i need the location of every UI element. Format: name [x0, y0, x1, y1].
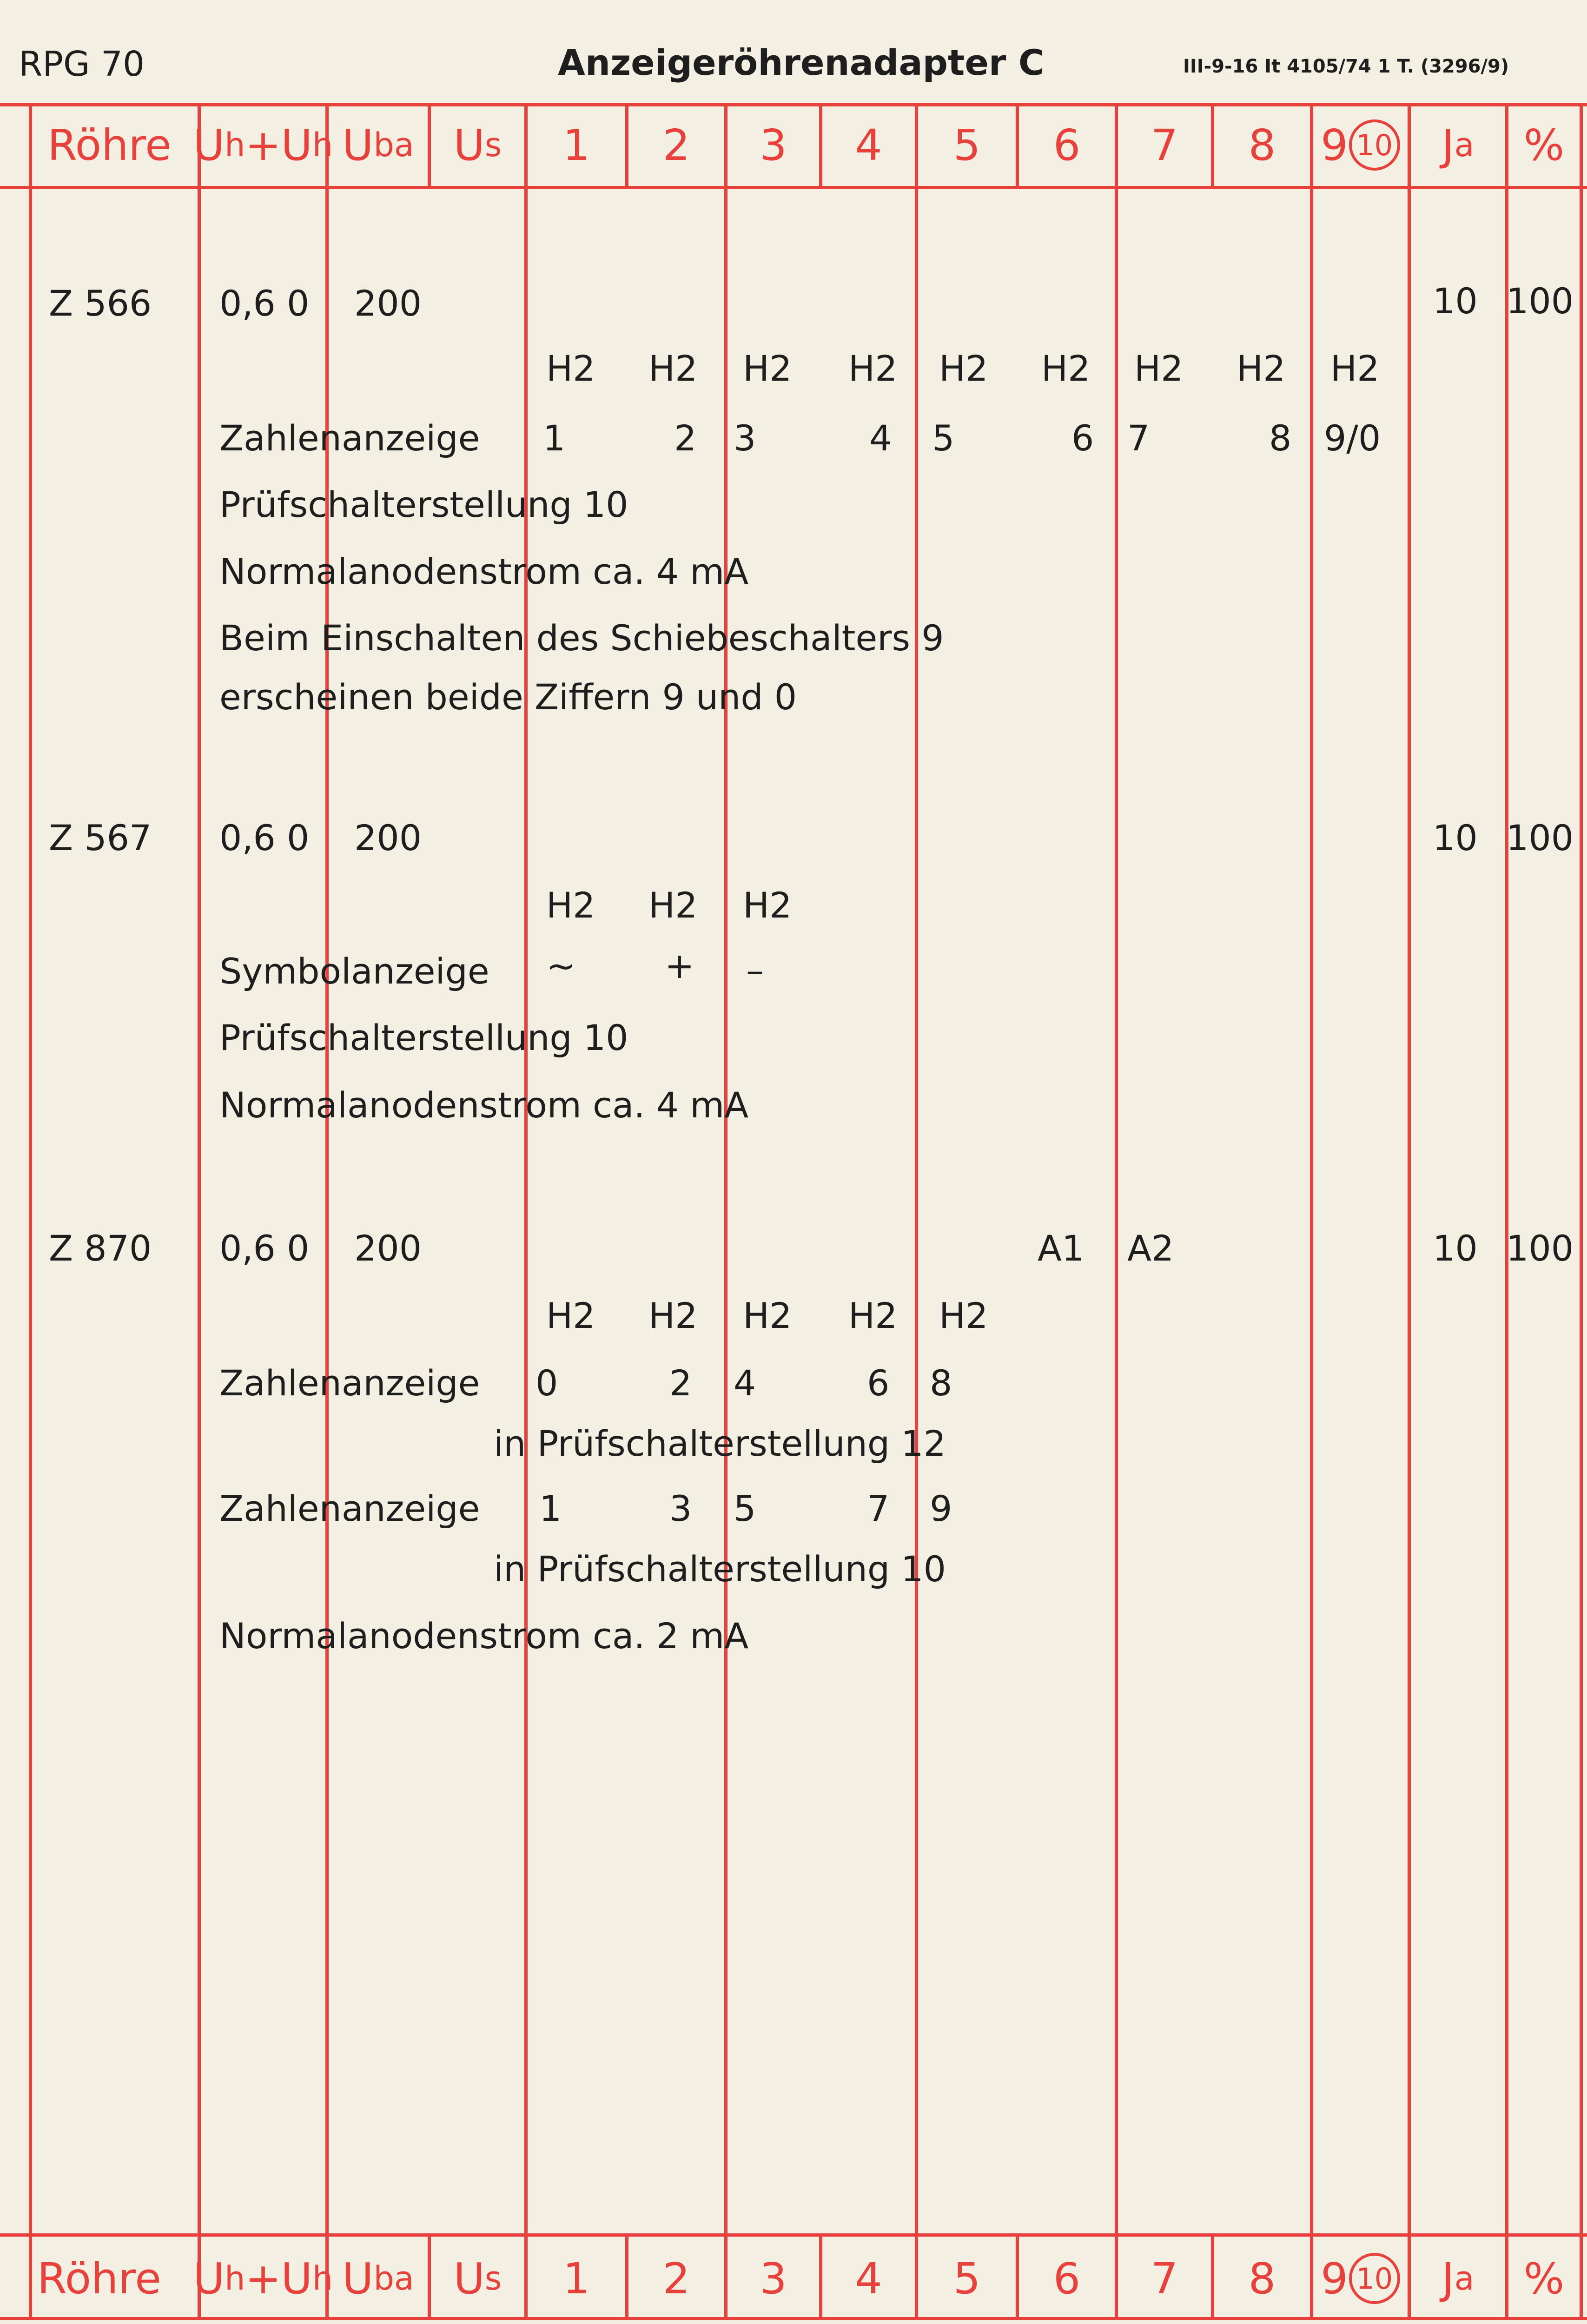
tube-uh: 0,6 0 — [219, 817, 310, 858]
col-header-4: 4 — [855, 120, 882, 170]
pin-value: 8 — [1269, 417, 1292, 459]
grid-line-left — [29, 103, 32, 2320]
pin-value: 3 — [669, 1488, 692, 1529]
col-header-us: U s — [453, 120, 502, 170]
pin-value: 2 — [669, 1362, 692, 1404]
pin-label: H2 — [939, 1295, 988, 1336]
pin-value: 3 — [734, 417, 756, 459]
footer-header-6: 6 — [1053, 2253, 1081, 2304]
pin-value: 7 — [1127, 417, 1150, 459]
footer-header-uba: U ba — [342, 2253, 414, 2304]
grid-line-c5 — [1016, 103, 1019, 189]
col-header-3: 3 — [760, 120, 787, 170]
normal-anode-current: Normalanodenstrom ca. 4 mA — [219, 1084, 749, 1126]
pin-label: H2 — [1237, 348, 1286, 389]
pin-label: H2 — [939, 348, 988, 389]
tube-uh: 0,6 0 — [219, 1228, 310, 1269]
normal-anode-current: Normalanodenstrom ca. 4 mA — [219, 551, 749, 592]
footer-header-4: 4 — [855, 2253, 882, 2304]
symbol-value: + — [665, 945, 694, 986]
col-header-5: 5 — [953, 120, 981, 170]
grid-line-c7 — [1211, 103, 1214, 189]
pin-value: 2 — [674, 417, 697, 459]
pin-label: H2 — [848, 348, 898, 389]
pin-label: H2 — [546, 1295, 595, 1336]
pin-label: H2 — [546, 348, 595, 389]
tube-name: Z 567 — [49, 817, 152, 858]
tube-uba: 200 — [354, 817, 422, 858]
pin-value: 1 — [539, 1488, 562, 1529]
normal-anode-current: Normalanodenstrom ca. 2 mA — [219, 1615, 749, 1657]
footer-header-roehre: Röhre — [37, 2253, 161, 2304]
pin-label: H2 — [743, 885, 792, 926]
grid-line-c3-footer — [819, 2233, 822, 2320]
pin-label: H2 — [848, 1295, 898, 1336]
footer-header-8: 8 — [1248, 2253, 1276, 2304]
grid-line-ja — [1505, 103, 1508, 2320]
pin-anode-a1: A1 — [1038, 1228, 1084, 1269]
tube-percent: 100 — [1506, 280, 1574, 322]
symbol-display-label: Symbolanzeige — [219, 951, 489, 992]
footer-header-3: 3 — [760, 2253, 787, 2304]
pin-label: H2 — [546, 885, 595, 926]
test-switch-position: Prüfschalterstellung 10 — [219, 1017, 628, 1058]
pin-value: 4 — [869, 417, 892, 459]
pin-value: 6 — [1071, 417, 1094, 459]
digit-display-label: Zahlenanzeige — [219, 417, 480, 459]
tube-uba: 200 — [354, 1228, 422, 1269]
grid-line-c1-footer — [625, 2233, 628, 2320]
symbol-value: ~ — [546, 945, 576, 986]
circled-10: 10 — [1349, 2253, 1400, 2304]
tube-ja: 10 — [1433, 817, 1478, 858]
pin-value: 4 — [734, 1362, 756, 1404]
col-header-pct: % — [1523, 120, 1565, 170]
col-header-uh: U h + U h — [193, 120, 333, 170]
footer-header-us: U s — [453, 2253, 502, 2304]
col-header-6: 6 — [1053, 120, 1081, 170]
tube-ja: 10 — [1433, 280, 1478, 322]
grid-line-uba — [428, 103, 431, 189]
tube-percent: 100 — [1506, 1228, 1574, 1269]
pin-value: 7 — [867, 1488, 890, 1529]
grid-line-c8 — [1310, 103, 1313, 2320]
pin-label: H2 — [648, 885, 698, 926]
pin-value: 0 — [536, 1362, 558, 1404]
footer-header-7: 7 — [1151, 2253, 1178, 2304]
col-header-roehre: Röhre — [47, 120, 172, 170]
footer-top-rule — [0, 2233, 1587, 2237]
pin-value: 5 — [932, 417, 955, 459]
col-header-8: 8 — [1248, 120, 1276, 170]
grid-line-c9 — [1408, 103, 1411, 2320]
footer-header-ja: J a — [1442, 2253, 1475, 2304]
grid-line-roehre — [198, 103, 201, 2320]
grid-line-c2 — [724, 103, 727, 2320]
pin-label: H2 — [648, 1295, 698, 1336]
pin-label: H2 — [1330, 348, 1380, 389]
pin-value: 9 — [930, 1488, 952, 1529]
grid-line-uba-footer — [428, 2233, 431, 2320]
grid-line-c7-footer — [1211, 2233, 1214, 2320]
footer-header-1: 1 — [562, 2253, 590, 2304]
col-header-7: 7 — [1151, 120, 1178, 170]
test-switch-position: in Prüfschalterstellung 12 — [494, 1423, 946, 1464]
footer-header-2: 2 — [662, 2253, 690, 2304]
col-header-1: 1 — [562, 120, 590, 170]
note-line: erscheinen beide Ziffern 9 und 0 — [219, 676, 797, 718]
col-header-9-10: 9 10 — [1313, 103, 1408, 187]
grid-line-right — [1580, 103, 1583, 2320]
footer-header-uh: U h + U h — [193, 2253, 333, 2304]
tube-name: Z 566 — [49, 283, 152, 324]
tube-percent: 100 — [1506, 817, 1574, 858]
pin-label: H2 — [743, 348, 792, 389]
test-switch-position: Prüfschalterstellung 10 — [219, 484, 628, 525]
footer-header-9-10: 9 10 — [1313, 2237, 1408, 2320]
grid-line-c3 — [819, 103, 822, 189]
tube-name: Z 870 — [49, 1228, 152, 1269]
card-title: Anzeigeröhrenadapter C — [558, 42, 1045, 83]
col-header-uba: U ba — [342, 120, 414, 170]
digit-display-label: Zahlenanzeige — [219, 1362, 480, 1404]
pin-label: H2 — [743, 1295, 792, 1336]
note-line: Beim Einschalten des Schiebeschalters 9 — [219, 617, 944, 659]
pin-label: H2 — [1134, 348, 1184, 389]
grid-line-c4 — [915, 103, 918, 2320]
footer-header-pct: % — [1523, 2253, 1565, 2304]
pin-value: 6 — [867, 1362, 890, 1404]
tube-ja: 10 — [1433, 1228, 1478, 1269]
grid-line-us — [524, 103, 528, 2320]
col-header-ja: J a — [1442, 120, 1475, 170]
circled-10: 10 — [1349, 119, 1400, 171]
tube-uba: 200 — [354, 283, 422, 324]
card-reference: III-9-16 It 4105/74 1 T. (3296/9) — [1183, 56, 1509, 77]
pin-label: H2 — [648, 348, 698, 389]
footer-header-5: 5 — [953, 2253, 981, 2304]
grid-line-c5-footer — [1016, 2233, 1019, 2320]
grid-line-c6 — [1115, 103, 1118, 2320]
pin-anode-a2: A2 — [1127, 1228, 1174, 1269]
symbol-value: – — [746, 950, 764, 991]
pin-value: 5 — [734, 1488, 756, 1529]
tube-uh: 0,6 0 — [219, 283, 310, 324]
card-code: RPG 70 — [19, 44, 145, 84]
pin-value: 8 — [930, 1362, 952, 1404]
pin-value: 1 — [543, 417, 566, 459]
pin-value: 9/0 — [1324, 417, 1381, 459]
col-header-2: 2 — [662, 120, 690, 170]
test-switch-position: in Prüfschalterstellung 10 — [494, 1548, 946, 1590]
pin-label: H2 — [1041, 348, 1091, 389]
digit-display-label: Zahlenanzeige — [219, 1488, 480, 1529]
grid-line-c1 — [625, 103, 628, 189]
